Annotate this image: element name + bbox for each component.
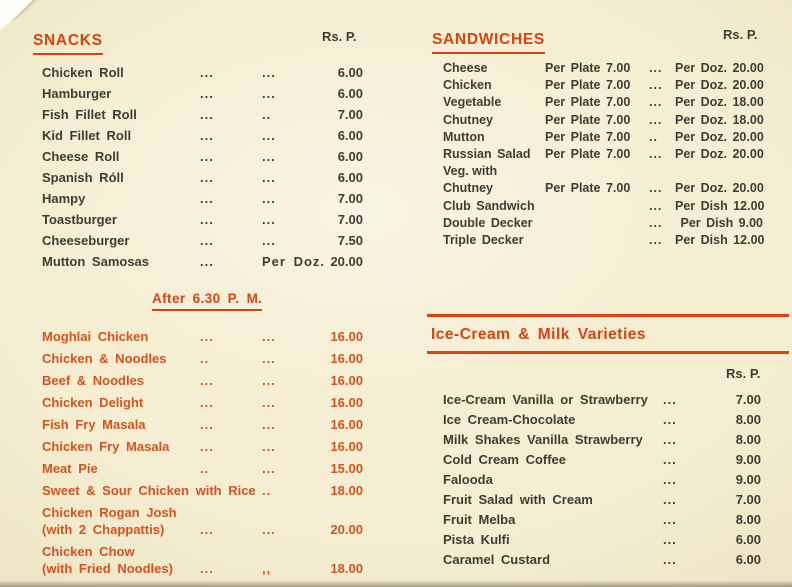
per-plate-price: Per Plate 7.00 (545, 129, 631, 144)
dots-leader: ... (200, 65, 214, 80)
item-price: 6.00 (337, 65, 363, 80)
dots-leader: ... (649, 146, 663, 161)
item-price: 7.00 (337, 107, 363, 122)
item-price: 9.00 (735, 452, 761, 467)
dots-leader: ... (663, 412, 677, 427)
item-price: 20.00 (330, 254, 363, 269)
item-name: Double Decker (443, 215, 533, 230)
dots-leader: ... (262, 149, 276, 164)
menu-item-row (42, 483, 363, 505)
menu-item-row (443, 412, 761, 432)
item-name: Caramel Custard (443, 552, 551, 567)
dots-leader: ... (649, 215, 663, 230)
item-price: 6.00 (337, 86, 363, 101)
dots-leader: .. (649, 129, 658, 144)
item-name: Ice-Cream Vanilla or Strawberry (443, 392, 648, 407)
item-price: 16.00 (330, 417, 363, 432)
item-name: Cheeseburger (42, 233, 130, 248)
item-price: 7.00 (735, 392, 761, 407)
dots-leader: ... (200, 86, 214, 101)
item-price: 9.00 (735, 472, 761, 487)
per-plate-price: Per Plate 7.00 (545, 78, 631, 93)
dots-leader: ... (262, 417, 276, 432)
menu-item-row (42, 461, 363, 483)
sandwiches-currency-header: Rs. P. (723, 27, 758, 42)
item-name: Fruit Salad with Cream (443, 492, 593, 507)
item-name: Cheese (443, 61, 488, 75)
menu-item-row (42, 254, 363, 275)
sandwiches-list (443, 61, 763, 250)
dots-leader: .. (200, 461, 210, 476)
item-name-line1: Veg. with (443, 164, 498, 179)
menu-item-row (443, 452, 761, 472)
dots-leader: .. (262, 107, 272, 122)
dots-leader: ... (649, 181, 663, 196)
item-name: Beef & Noodles (42, 373, 145, 388)
item-price: 16.00 (330, 351, 363, 366)
paper-corner-fold (0, 0, 42, 30)
dots-leader: ... (262, 373, 276, 388)
per-plate-price: Per Plate 7.00 (545, 181, 631, 196)
dots-leader: ... (649, 61, 663, 75)
dots-leader: ... (200, 212, 214, 227)
dots-leader: ... (262, 86, 276, 101)
menu-item-row (42, 191, 363, 212)
menu-item-row (42, 373, 363, 395)
item-price: 16.00 (330, 373, 363, 388)
item-name: Ice Cream-Chocolate (443, 412, 576, 427)
menu-item-row (42, 522, 363, 544)
menu-item-row (42, 149, 363, 170)
menu-item-row (443, 113, 763, 130)
dots-leader: ... (200, 439, 214, 454)
dots-leader: ... (663, 552, 677, 567)
item-name: Fruit Melba (443, 512, 516, 527)
menu-item-row (42, 417, 363, 439)
per-unit-price: Per Doz. 20.00 (675, 146, 764, 161)
dots-leader: ... (262, 329, 276, 344)
menu-item-row (443, 492, 761, 512)
item-name: Pista Kulfi (443, 532, 510, 547)
dots-leader: ... (200, 561, 214, 576)
item-price: 7.00 (337, 212, 363, 227)
menu-item-row (443, 216, 763, 233)
menu-item-row (42, 395, 363, 417)
dots-leader: ... (200, 395, 214, 410)
item-price: 6.00 (735, 552, 761, 567)
per-unit-price: Per Dish 9.00 (680, 215, 763, 230)
snacks-section-title: SNACKS (33, 33, 103, 55)
dots-leader: .. (262, 483, 272, 498)
menu-item-row (443, 78, 763, 95)
dots-leader: ... (649, 232, 663, 247)
menu-item-row (42, 561, 363, 583)
item-price: 15.00 (330, 461, 363, 476)
menu-item-row (42, 212, 363, 233)
dots-leader: ... (262, 461, 276, 476)
icecream-currency-header: Rs. P. (726, 366, 761, 381)
dots-leader: ... (262, 170, 276, 185)
item-price: 6.00 (337, 149, 363, 164)
dots-leader: ,, (262, 561, 272, 576)
item-name: Chicken (443, 78, 492, 93)
dots-leader: ... (262, 351, 276, 366)
dots-leader: ... (262, 191, 276, 206)
dots-leader: ... (262, 395, 276, 410)
dots-leader: ... (200, 417, 214, 432)
item-name: Milk Shakes Vanilla Strawberry (443, 432, 643, 447)
dots-leader: ... (200, 233, 214, 248)
item-price: 18.00 (330, 483, 363, 498)
dots-leader: ... (663, 492, 677, 507)
per-unit-price: Per Dish 12.00 (675, 198, 765, 213)
item-name: Cold Cream Coffee (443, 452, 567, 467)
item-price: 7.00 (735, 492, 761, 507)
dots-leader: ... (200, 329, 214, 344)
dots-leader: ... (262, 128, 276, 143)
icecream-list (443, 392, 761, 572)
item-price: 16.00 (330, 329, 363, 344)
dots-leader: ... (262, 522, 276, 537)
dots-leader: ... (200, 149, 214, 164)
dots-leader: Per Doz. (262, 254, 326, 269)
dots-leader: ... (262, 439, 276, 454)
dots-leader: ... (649, 112, 663, 127)
item-name: Chicken Delight (42, 395, 144, 410)
item-name: Chutney (443, 112, 493, 127)
item-name: Fish Fillet Roll (42, 107, 137, 122)
item-name: (with 2 Chappattis) (42, 522, 165, 537)
item-name: Spanish Róll (42, 170, 124, 185)
item-name: Chicken Roll (42, 65, 124, 80)
per-unit-price: Per Doz. 20.00 (675, 129, 764, 144)
after-hours-title: After 6.30 P. M. (152, 292, 262, 311)
item-price: 6.00 (337, 128, 363, 143)
per-unit-price: Per Doz. 20.00 (675, 61, 764, 75)
per-plate-price: Per Plate 7.00 (545, 112, 631, 127)
dots-leader: ... (663, 392, 677, 407)
menu-item-row (443, 233, 763, 250)
menu-item-row (42, 128, 363, 149)
dots-leader: ... (663, 472, 677, 487)
menu-item-row (443, 392, 761, 412)
item-price: 7.50 (337, 233, 363, 248)
dots-leader: ... (200, 191, 214, 206)
item-price: 8.00 (735, 432, 761, 447)
per-plate-price: Per Plate 7.00 (545, 146, 631, 161)
per-unit-price: Per Doz. 18.00 (675, 95, 764, 110)
icecream-rule-bottom (427, 351, 789, 354)
dots-leader: ... (200, 522, 214, 537)
item-name: Hamburger (42, 86, 112, 101)
dots-leader: .. (200, 351, 210, 366)
snacks-list (42, 65, 363, 275)
menu-item-row (443, 61, 763, 78)
item-price: 20.00 (330, 522, 363, 537)
item-name: Mutton (443, 129, 485, 144)
item-name: Vegetable (443, 95, 502, 110)
item-name: Russian Salad (443, 146, 531, 161)
item-name: Falooda (443, 472, 493, 487)
item-name: Chicken & Noodles (42, 351, 167, 366)
menu-item-row (443, 130, 763, 147)
item-name: (with Fried Noodles) (42, 561, 173, 576)
item-name: Mutton Samosas (42, 254, 150, 269)
item-name: Cheese Roll (42, 149, 120, 164)
dots-leader: ... (663, 432, 677, 447)
item-name-line1: Chicken Chow (42, 544, 135, 559)
snacks-currency-header: Rs. P. (322, 29, 357, 44)
icecream-rule-top (427, 314, 789, 317)
menu-item-row (443, 532, 761, 552)
item-name: Triple Decker (443, 232, 524, 247)
menu-item-row (443, 181, 763, 198)
dots-leader: ... (663, 512, 677, 527)
item-name: Chutney (443, 181, 493, 196)
item-name: Kid Fillet Roll (42, 128, 132, 143)
item-price: 6.00 (735, 532, 761, 547)
item-price: 16.00 (330, 439, 363, 454)
dots-leader: ... (649, 78, 663, 93)
item-price: 7.00 (337, 191, 363, 206)
dots-leader: ... (649, 198, 663, 213)
dots-leader: ... (200, 170, 214, 185)
item-price: 8.00 (735, 512, 761, 527)
item-name: Moghlai Chicken (42, 329, 149, 344)
menu-item-row (443, 512, 761, 532)
item-price: 8.00 (735, 412, 761, 427)
menu-item-row (443, 472, 761, 492)
dots-leader: ... (262, 65, 276, 80)
item-price: 18.00 (330, 561, 363, 576)
dots-leader: ... (262, 212, 276, 227)
menu-item-row (443, 95, 763, 112)
item-name: Club Sandwich (443, 198, 535, 213)
after-hours-list (42, 329, 363, 583)
menu-item-row (42, 86, 363, 107)
menu-item-row (443, 552, 761, 572)
dots-leader: ... (200, 128, 214, 143)
menu-item-row (42, 329, 363, 351)
per-unit-price: Per Doz. 18.00 (675, 112, 764, 127)
dots-leader: ... (649, 95, 663, 110)
menu-item-row (42, 107, 363, 128)
menu-item-row (42, 65, 363, 86)
menu-item-row (42, 439, 363, 461)
item-name-line1: Chicken Rogan Josh (42, 505, 177, 520)
item-name: Meat Pie (42, 461, 98, 476)
item-price: 6.00 (337, 170, 363, 185)
per-plate-price: Per Plate 7.00 (545, 95, 631, 110)
item-name: Chicken Fry Masala (42, 439, 170, 454)
dots-leader: ... (663, 532, 677, 547)
item-name: Hampy (42, 191, 86, 206)
item-name: Fish Fry Masala (42, 417, 146, 432)
icecream-section-title: Ice-Cream & Milk Varieties (431, 326, 646, 343)
menu-item-row (42, 170, 363, 191)
per-unit-price: Per Doz. 20.00 (675, 78, 764, 93)
dots-leader: ... (200, 107, 214, 122)
sandwiches-section-title: SANDWICHES (432, 32, 545, 54)
dots-leader: ... (663, 452, 677, 467)
item-name: Toastburger (42, 212, 117, 227)
menu-item-row (443, 147, 763, 164)
menu-item-row (443, 199, 763, 216)
menu-item-row (42, 233, 363, 254)
item-price: 16.00 (330, 395, 363, 410)
dots-leader: ... (262, 233, 276, 248)
dots-leader: ... (200, 373, 214, 388)
dots-leader: ... (200, 254, 214, 269)
per-plate-price: Per Plate 7.00 (545, 61, 631, 75)
menu-item-row (42, 351, 363, 373)
item-name: Sweet & Sour Chicken with Rice (42, 483, 256, 498)
menu-item-row (443, 432, 761, 452)
per-unit-price: Per Doz. 20.00 (675, 181, 764, 196)
per-unit-price: Per Dish 12.00 (675, 232, 765, 247)
